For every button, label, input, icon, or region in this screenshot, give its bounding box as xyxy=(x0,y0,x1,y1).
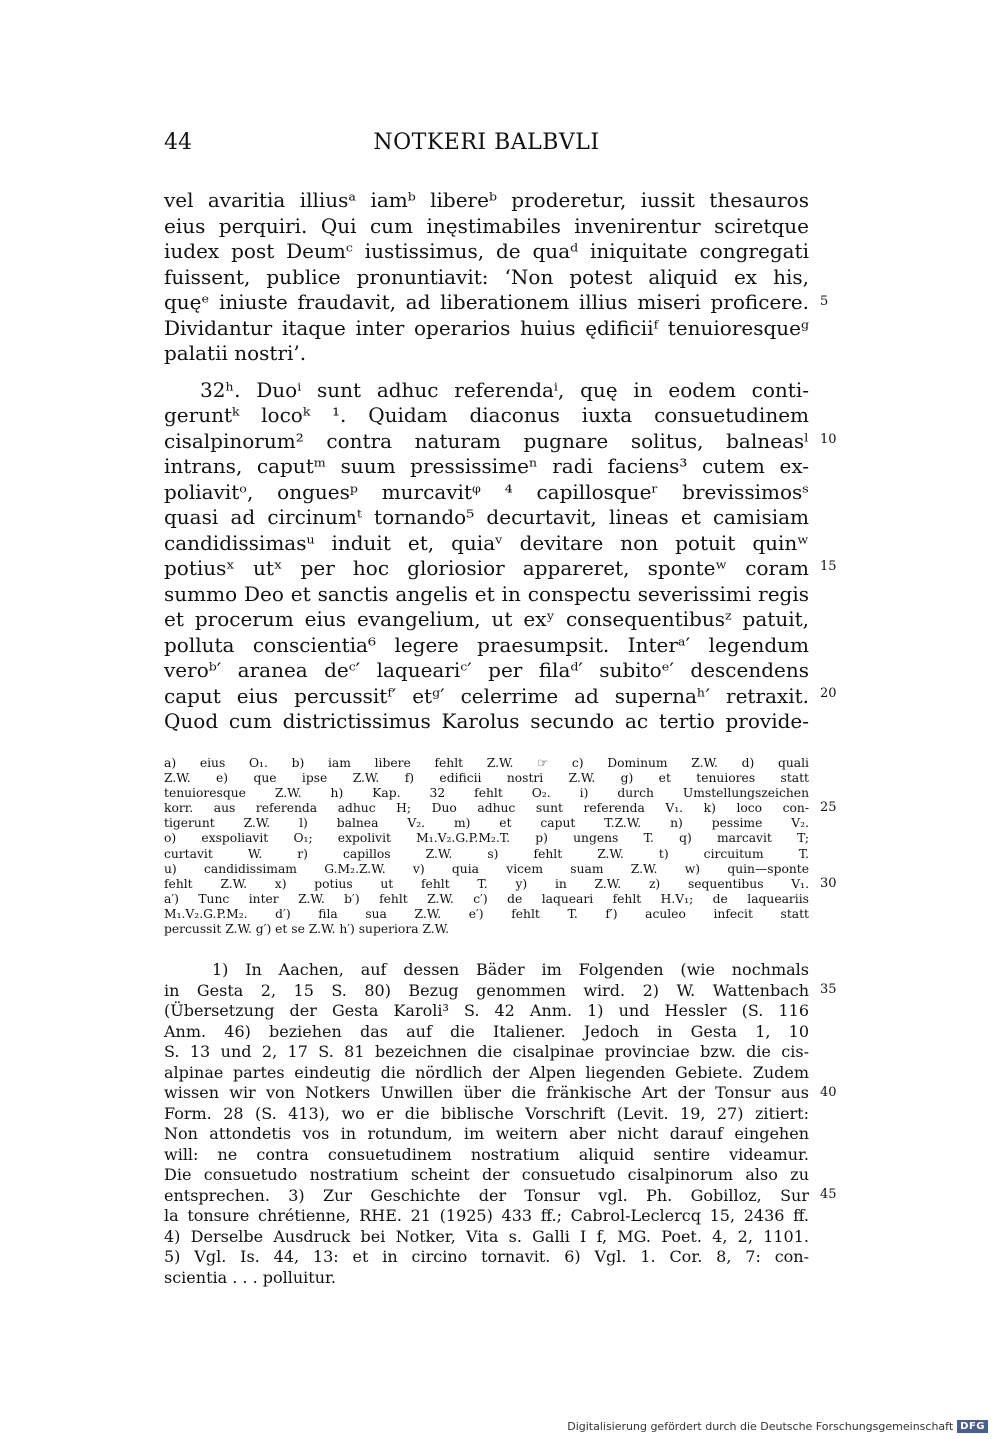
apparatus-line: M₁.V₂.G.P.M₂. d′) fila sua Z.W. e′) fehlt T. f′) aculeo infecit statt xyxy=(164,906,809,921)
page-number: 44 xyxy=(164,130,192,155)
text-line: potiusˣ utˣ per hoc gloriosior appareret, sponteʷ coram xyxy=(164,556,809,580)
footnotes xyxy=(164,960,809,1288)
footnote-line: 1) In Aachen, auf dessen Bäder im Folgenden (wie nochmals xyxy=(212,960,809,979)
footnote-line: S. 13 und 2, 17 S. 81 bezeichnen die cisalpinae provinciae bzw. die cis- xyxy=(164,1042,809,1061)
text-line: quęᵉ iniuste fraudavit, ad liberationem illius miseri proficere. xyxy=(164,290,809,314)
line-number: 25 xyxy=(820,800,837,815)
line-number: 10 xyxy=(820,432,837,447)
line-number: 30 xyxy=(820,876,837,891)
text-line: iudex post Deumᶜ iustissimus, de quaᵈ iniquitate congregati xyxy=(164,239,809,263)
text-line: poliavitᵒ, onguesᵖ murcavitᵠ ⁴ capillosqueʳ brevissimosˢ xyxy=(164,479,809,504)
text-line: palatii nostri’. xyxy=(164,341,307,365)
apparatus-line: a) eius O₁. b) iam libere fehlt Z.W. ☞ c) Dominum Z.W. d) quali xyxy=(164,756,809,770)
apparatus-line: fehlt Z.W. x) potius ut fehlt T. y) in Z.W. z) sequentibus V₁. xyxy=(164,876,809,891)
text-line: summo Deo et sanctis angelis et in conspectu severissimi regis xyxy=(164,581,809,606)
apparatus-line: u) candidissimam G.M₂.Z.W. v) quia vicem suam Z.W. w) quin—sponte xyxy=(164,861,809,876)
apparatus-line: korr. aus referenda adhuc H; Duo adhuc sunt referenda V₁. k) loco con- xyxy=(164,801,809,816)
apparatus-line: o) exspoliavit O₁; expolivit M₁.V₂.G.P.M₂.T. p) ungens T. q) marcavit T; xyxy=(164,831,809,846)
line-number: 35 xyxy=(820,982,837,997)
text-line: Quod cum districtissimus Karolus secundo ac tertio provide- xyxy=(164,709,809,733)
footnote-line: scientia . . . polluitur. xyxy=(164,1267,336,1287)
text-line: cisalpinorum² contra naturam pugnare solitus, balneasˡ xyxy=(164,428,809,453)
line-number: 45 xyxy=(820,1187,837,1202)
text-line: veroᵇ′ aranea deᶜ′ laqueariᶜ′ per filaᵈ′ subitoᵉ′ descendens xyxy=(164,658,809,682)
text-line: eius perquiri. Qui cum inęstimabiles invenirentur sciretque xyxy=(164,213,809,238)
text-line: vel avaritia illiusᵃ iamᵇ libereᵇ proderetur, iussit thesauros xyxy=(164,188,809,212)
text-line: intrans, caputᵐ suum pressissimeⁿ radi faciens³ cutem ex- xyxy=(164,454,809,478)
line-number: 5 xyxy=(820,294,829,309)
footnote-line: 5) Vgl. Is. 44, 13: et in circino tornavit. 6) Vgl. 1. Cor. 8, 7: con- xyxy=(164,1247,809,1266)
footnote-line: Non attondetis vos in rotundum, im weitern aber nicht darauf eingehen xyxy=(164,1124,809,1143)
footnote-line: Die consuetudo nostratium scheint der consuetudo cisalpinorum also zu xyxy=(164,1165,809,1184)
footnote-line: Anm. 46) beziehen das auf die Italiener. Jedoch in Gesta 1, 10 xyxy=(164,1021,809,1041)
funding-credit-text: Digitalisierung gefördert durch die Deutsche Forschungsgemeinschaft xyxy=(567,1420,954,1433)
line-number: 20 xyxy=(820,686,837,701)
line-number: 40 xyxy=(820,1085,837,1100)
apparatus-line: percussit Z.W. g′) et se Z.W. h′) superiora Z.W. xyxy=(164,922,450,937)
apparatus-line: tigerunt Z.W. l) balnea V₂. m) et caput T.Z.W. n) pessime V₂. xyxy=(164,816,809,831)
text-line: et procerum eius evangelium, ut exʸ consequentibusᶻ patuit, xyxy=(164,607,809,631)
dfg-credit xyxy=(567,1420,988,1433)
footnote-line: (Übersetzung der Gesta Karoli³ S. 42 Anm. 1) und Hessler (S. 116 xyxy=(164,1001,809,1020)
text-line: 32ʰ. Duoⁱ sunt adhuc referendaⁱ, quę in eodem conti- xyxy=(200,377,809,402)
line-number: 15 xyxy=(820,559,837,574)
apparatus-line: Z.W. e) que ipse Z.W. f) edificii nostri Z.W. g) et tenuiores statt xyxy=(164,771,809,786)
dfg-logo: DFG xyxy=(957,1420,988,1433)
footnote-line: Form. 28 (S. 413), wo er die biblische Vorschrift (Levit. 19, 27) zitiert: xyxy=(164,1103,809,1123)
text-line: polluta conscientia⁶ legere praesumpsit. Interᵃ′ legendum xyxy=(164,632,809,657)
footnote-line: alpinae partes eindeutig die nördlich der Alpen liegenden Gebiete. Zudem xyxy=(164,1062,809,1082)
text-line: geruntᵏ locoᵏ ¹. Quidam diaconus iuxta consuetudinem xyxy=(164,403,809,427)
footnote-line: entsprechen. 3) Zur Geschichte der Tonsur vgl. Ph. Gobilloz, Sur xyxy=(164,1185,809,1205)
apparatus-line: curtavit W. r) capillos Z.W. s) fehlt Z.W. t) circuitum T. xyxy=(164,846,809,861)
main-text xyxy=(164,188,809,735)
text-line: candidissimasᵘ induit et, quiaᵛ devitare non potuit quinʷ xyxy=(164,530,809,555)
text-line: Dividantur itaque inter operarios huius ędificiiᶠ tenuioresqueᵍ xyxy=(164,315,809,340)
footnote-line: will: ne contra consuetudinem nostratium aliquid sentire videamur. xyxy=(164,1144,809,1164)
critical-apparatus xyxy=(164,756,809,937)
apparatus-line: a′) Tunc inter Z.W. b′) fehlt Z.W. c′) de laqueari fehlt H.V₁; de laqueariis xyxy=(164,891,809,906)
text-line: quasi ad circinumᵗ tornando⁵ decurtavit, lineas et camisiam xyxy=(164,505,809,529)
footnote-line: wissen wir von Notkers Unwillen über die fränkische Art der Tonsur aus xyxy=(164,1083,809,1102)
text-line: fuissent, publice pronuntiavit: ‘Non potest aliquid ex his, xyxy=(164,264,809,289)
footnote-line: la tonsure chrétienne, RHE. 21 (1925) 433 ff.; Cabrol-Leclercq 15, 2436 ff. xyxy=(164,1206,809,1225)
footnote-line: 4) Derselbe Ausdruck bei Notker, Vita s. Galli I f, MG. Poet. 4, 2, 1101. xyxy=(164,1226,809,1246)
text-line: caput eius percussitᶠ′ etᵍ′ celerrime ad supernaʰ′ retraxit. xyxy=(164,683,809,708)
running-title: NOTKERI BALBVLI xyxy=(373,130,600,155)
apparatus-line: tenuioresque Z.W. h) Kap. 32 fehlt O₂. i) durch Umstellungszeichen xyxy=(164,786,809,801)
footnote-line: in Gesta 2, 15 S. 80) Bezug genommen wird. 2) W. Wattenbach xyxy=(164,980,809,1000)
